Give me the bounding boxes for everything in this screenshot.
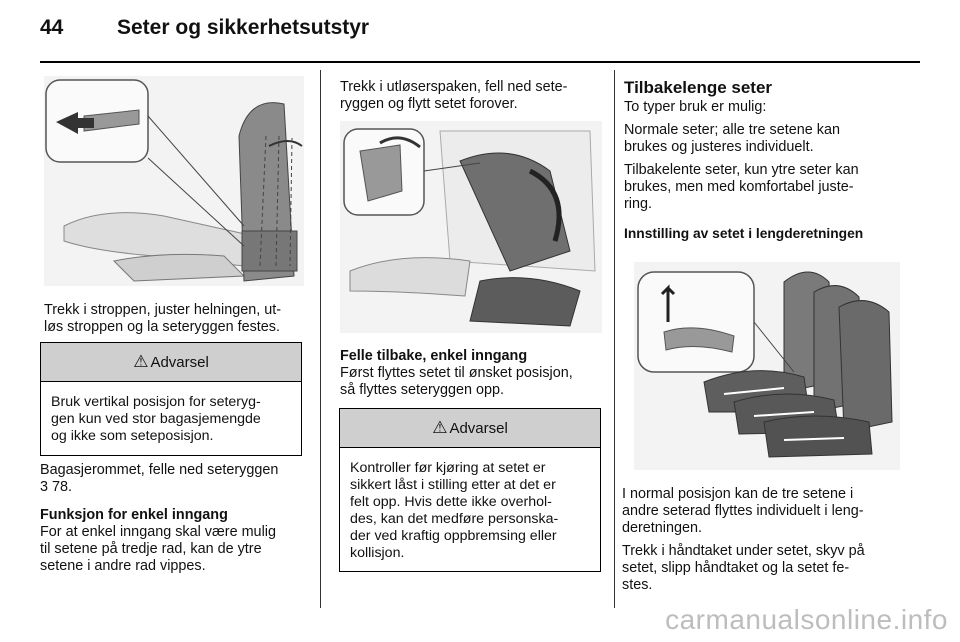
page-header: [40, 14, 920, 54]
paragraph-line: deretningen.: [622, 520, 703, 536]
warning-triangle-icon: ⚠: [432, 418, 448, 437]
paragraph-line: Tilbakelente seter, kun ytre seter kan: [624, 162, 859, 178]
paragraph-line: Normale seter; alle tre setene kan: [624, 122, 840, 138]
seat-fold-forward-icon: [340, 121, 602, 333]
column-divider-1: [320, 70, 321, 608]
column-divider-2: [614, 70, 615, 608]
reclined-seats-paragraph: [624, 162, 910, 213]
luggage-paragraph: [40, 462, 310, 496]
figure-longitudinal-adjust: [634, 262, 900, 470]
paragraph-line: Bagasjerommet, felle ned seteryggen: [40, 462, 279, 478]
warning-box-2: [339, 408, 601, 572]
page-reference-link[interactable]: 3 78.: [40, 479, 73, 495]
warning-line: des, kan det medføre personska-: [350, 511, 559, 527]
paragraph-line: For at enkel inngang skal være mulig: [40, 524, 276, 540]
normal-position-paragraph: [622, 486, 912, 537]
warning-box-1: [40, 342, 302, 456]
seat-longitudinal-adjustment-icon: [634, 262, 900, 470]
figure-fold-forward: [340, 121, 602, 333]
paragraph-line: stes.: [622, 577, 653, 593]
paragraph-line: så flyttes seteryggen opp.: [340, 382, 504, 398]
column-1-lower-text: [40, 462, 310, 586]
paragraph-line: I normal posisjon kan de tre setene i: [622, 486, 854, 502]
paragraph-line: setene i andre rad vippes.: [40, 558, 206, 574]
paragraph-line: Først flyttes setet til ønsket posisjon,: [340, 365, 573, 381]
warning-triangle-icon: ⚠: [133, 352, 149, 371]
warning-line: kollisjon.: [350, 545, 405, 561]
paragraph-line: setet, slipp håndtaket og la setet fe-: [622, 560, 850, 576]
paragraph-line: brukes og justeres individuelt.: [624, 139, 814, 155]
warning-line: felt opp. Hvis dette ikke overhol-: [350, 494, 552, 510]
caption-line: Trekk i stroppen, juster helningen, ut-: [44, 302, 282, 318]
paragraph-line: ring.: [624, 196, 652, 212]
caption-line: løs stroppen og la seteryggen festes.: [44, 319, 280, 335]
page-title: Seter og sikkerhetsutstyr: [117, 16, 370, 39]
page-number: 44: [40, 16, 64, 39]
paragraph-line: brukes, men med komfortabel juste-: [624, 179, 854, 195]
easy-entry-section: [40, 507, 310, 575]
warning-text: [340, 448, 600, 562]
paragraph-line: Trekk i håndtaket under setet, skyv på: [622, 543, 865, 559]
handle-paragraph: [622, 543, 912, 594]
figure-strap-recline: [44, 76, 304, 286]
paragraph-line: andre seterad flyttes individuelt i leng-: [622, 503, 864, 519]
column-3-lower-text: [622, 486, 912, 605]
paragraph-line: Trekk i utløserspaken, fell ned sete-: [340, 79, 568, 95]
paragraph-line: ryggen og flytt setet forover.: [340, 96, 518, 112]
header-rule: [40, 61, 920, 63]
intro-paragraph: [340, 79, 605, 113]
caption-strap: [44, 302, 310, 336]
column-2-fold-back: [340, 348, 608, 410]
fold-back-section: [340, 348, 608, 399]
warning-header: [41, 343, 301, 382]
section-heading-reclined-seats: Tilbakelenge seter: [624, 78, 773, 97]
normal-seats-paragraph: [624, 122, 910, 156]
warning-text: [41, 382, 301, 445]
warning-line: der ved kraftig oppbremsing eller: [350, 528, 557, 544]
warning-line: og ikke som seteposisjon.: [51, 428, 214, 444]
paragraph: To typer bruk er mulig:: [624, 99, 767, 115]
warning-line: Bruk vertikal posisjon for seteryg-: [51, 394, 261, 410]
warning-title: Advarsel: [150, 354, 209, 371]
paragraph-line: til setene på tredje rad, kan de ytre: [40, 541, 262, 557]
warning-line: Kontroller før kjøring at setet er: [350, 460, 546, 476]
column-2-intro: [340, 79, 605, 124]
warning-title: Advarsel: [449, 420, 508, 437]
column-3-text: [624, 78, 910, 253]
rear-seat-strap-recline-icon: [44, 76, 304, 286]
warning-header: [340, 409, 600, 448]
subheading-easy-entry: Funksjon for enkel inngang: [40, 507, 228, 523]
subheading-fold-back: Felle tilbake, enkel inngang: [340, 348, 528, 364]
subheading-longitudinal: Innstilling av setet i lengderetningen: [624, 226, 864, 241]
column-1-text: [44, 302, 310, 347]
watermark: carmanualsonline.info: [665, 604, 948, 635]
warning-line: sikkert låst i stilling etter at det er: [350, 477, 556, 493]
warning-line: gen kun ved stor bagasjemengde: [51, 411, 261, 427]
